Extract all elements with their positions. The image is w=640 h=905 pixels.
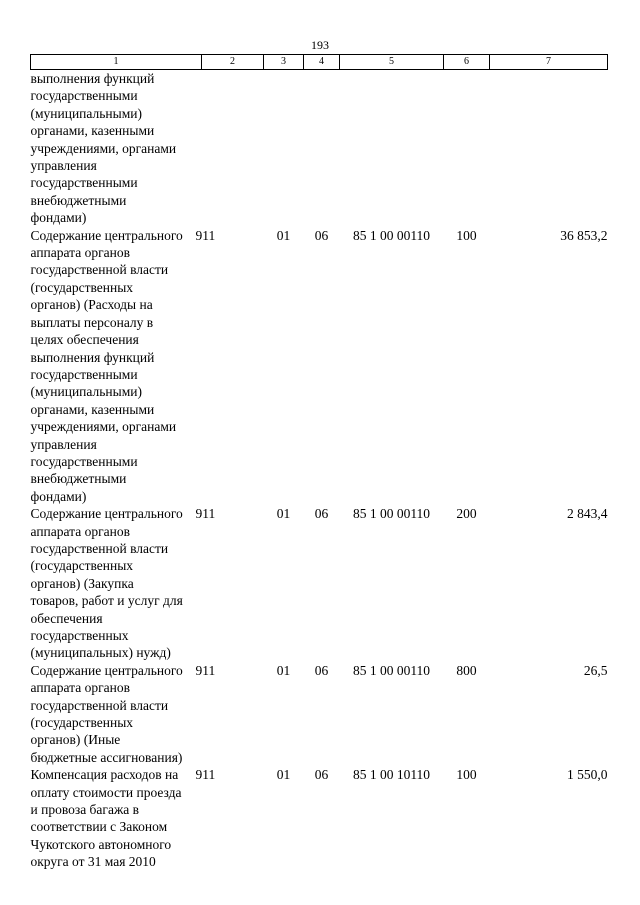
expense-type-code: 100 — [456, 767, 477, 783]
description-line: (государственных — [30, 558, 134, 574]
ministry-code: 911 — [195, 227, 216, 243]
description-line: Содержание центрального — [30, 662, 183, 678]
target-article-code: 85 1 00 00110 — [352, 506, 431, 522]
target-article-code: 85 1 00 00110 — [352, 662, 431, 678]
subsection-code: 06 — [314, 767, 329, 783]
description-line: органов) (Иные — [30, 732, 121, 748]
amount-value: 36 853,2 — [560, 227, 608, 243]
amount-value: 1 550,0 — [567, 767, 608, 783]
amount-value: 26,5 — [583, 662, 608, 678]
table-header-row — [31, 55, 608, 70]
column-header: 7 — [490, 55, 608, 70]
column-header: 5 — [340, 55, 444, 70]
row-description — [31, 505, 202, 662]
expense-type-code: 200 — [456, 506, 477, 522]
description-line: государственными — [30, 175, 138, 191]
expense-type-code: 800 — [456, 662, 477, 678]
page-number: 193 — [311, 38, 329, 52]
description-line: органами, казенными — [30, 401, 155, 417]
description-line: Содержание центрального — [30, 227, 183, 243]
description-line: внебюджетными — [30, 471, 127, 487]
description-line: управления — [30, 436, 97, 452]
description-line: обеспечения — [30, 610, 103, 626]
description-line: товаров, работ и услуг для — [30, 593, 183, 609]
description-line: фондами) — [30, 210, 87, 226]
description-line: выполнения функций — [30, 71, 155, 86]
row-description — [31, 662, 202, 766]
ministry-code: 911 — [195, 662, 216, 678]
description-line: выплаты персоналу в — [30, 314, 154, 330]
table-row — [31, 505, 608, 662]
description-line: государственной власти — [30, 540, 169, 556]
description-line: фондами) — [30, 488, 87, 504]
description-line: Чукотского автономного — [30, 836, 172, 852]
description-line: и провоза багажа в — [30, 802, 140, 818]
section-code: 01 — [276, 767, 291, 783]
table-row — [31, 766, 608, 870]
table-row — [31, 70, 608, 227]
ministry-code: 911 — [195, 506, 216, 522]
description-line: (государственных — [30, 715, 134, 731]
subsection-code: 06 — [314, 662, 329, 678]
section-code: 01 — [276, 662, 291, 678]
description-line: органов) (Закупка — [30, 575, 134, 591]
description-line: государственной власти — [30, 262, 169, 278]
subsection-code: 06 — [314, 227, 329, 243]
expense-type-code: 100 — [456, 227, 477, 243]
description-line: учреждениями, органами — [30, 419, 177, 435]
description-line: оплату стоимости проезда — [30, 784, 182, 800]
description-line: Компенсация расходов на — [30, 767, 179, 783]
description-line: государственными — [30, 366, 138, 382]
row-description — [31, 766, 202, 870]
description-line: государственных — [30, 628, 129, 643]
column-header: 6 — [444, 55, 490, 70]
description-line: государственными — [30, 88, 138, 104]
ministry-code: 911 — [195, 767, 216, 783]
section-code: 01 — [276, 227, 291, 243]
table-row — [31, 227, 608, 506]
column-header: 3 — [264, 55, 304, 70]
row-description — [31, 70, 202, 227]
amount-value: 2 843,4 — [567, 506, 608, 522]
description-line: (муниципальными) — [30, 105, 142, 121]
column-header: 1 — [31, 55, 202, 70]
table-body — [31, 70, 608, 871]
description-line: округа от 31 мая 2010 — [30, 854, 156, 870]
table-row — [31, 662, 608, 766]
subsection-code: 06 — [314, 506, 329, 522]
description-line: (государственных — [30, 279, 134, 295]
description-line: государственными — [30, 453, 138, 469]
column-header: 2 — [202, 55, 264, 70]
description-line: государственной власти — [30, 697, 169, 713]
description-line: управления — [30, 158, 97, 174]
description-line: внебюджетными — [30, 192, 127, 208]
description-line: целях обеспечения — [30, 332, 139, 348]
target-article-code: 85 1 00 00110 — [352, 227, 431, 243]
budget-table — [30, 54, 608, 871]
description-line: органами, казенными — [30, 123, 155, 139]
description-line: соответствии с Законом — [30, 819, 168, 835]
description-line: аппарата органов — [30, 523, 130, 539]
row-description — [31, 227, 202, 506]
description-line: (муниципальными) — [30, 384, 142, 400]
description-line: органов) (Расходы на — [30, 297, 153, 313]
description-line: Содержание центрального — [30, 506, 183, 522]
target-article-code: 85 1 00 10110 — [352, 767, 431, 783]
description-line: учреждениями, органами — [30, 140, 177, 156]
description-line: аппарата органов — [30, 245, 130, 261]
description-line: выполнения функций — [30, 349, 155, 365]
description-line: бюджетные ассигнования) — [30, 749, 183, 765]
description-line: (муниципальных) нужд) — [30, 645, 171, 661]
section-code: 01 — [276, 506, 291, 522]
column-header: 4 — [304, 55, 340, 70]
description-line: аппарата органов — [30, 680, 130, 696]
